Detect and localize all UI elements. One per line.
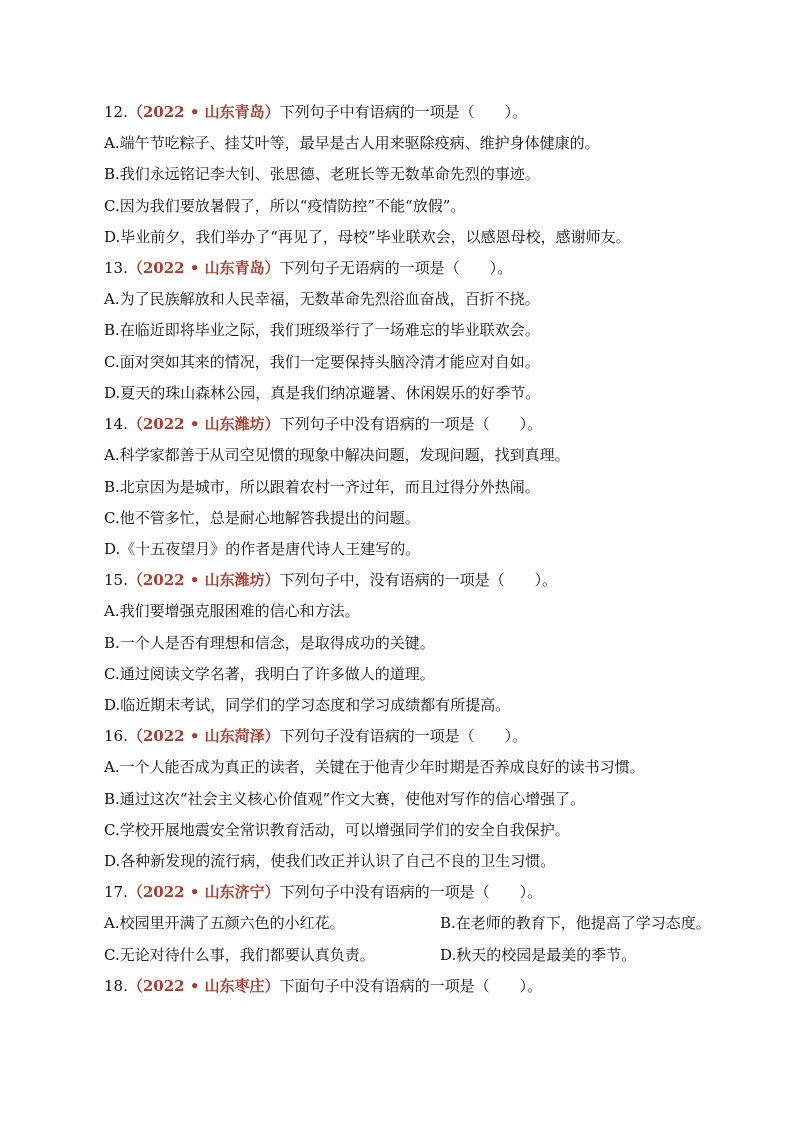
question-source: （2022 • 山东济宁） <box>127 883 280 901</box>
option-b: B.在临近即将毕业之际，我们班级举行了一场难忘的毕业联欢会。 <box>104 321 540 339</box>
question-18-header <box>104 976 542 996</box>
question-stem: 下列句子中有语病的一项是（ ）。 <box>279 103 528 121</box>
question-number: 13. <box>104 259 128 277</box>
question-stem: 下列句子没有语病的一项是（ ）。 <box>279 727 528 745</box>
question-number: 14. <box>104 415 128 433</box>
question-stem: 下列句子中没有语病的一项是（ ）。 <box>279 883 543 901</box>
question-stem: 下列句子中没有语病的一项是（ ）。 <box>279 415 543 433</box>
question-15-header <box>104 570 557 590</box>
option-d: D.毕业前夕，我们举办了“再见了，母校”毕业联欢会，以感恩母校，感谢师友。 <box>104 228 631 246</box>
question-source: （2022 • 山东枣庄） <box>127 977 280 995</box>
question-16-header <box>104 726 527 746</box>
option-b: B.通过这次“社会主义核心价值观”作文大赛，使他对写作的信心增强了。 <box>104 790 586 808</box>
option-c: C.面对突如其来的情况，我们一定要保持头脑冷清才能应对自如。 <box>104 353 540 371</box>
question-source: （2022 • 山东青岛） <box>127 259 280 277</box>
question-13-header <box>104 258 512 278</box>
question-source: （2022 • 山东菏泽） <box>127 727 280 745</box>
question-number: 12. <box>104 103 128 121</box>
option-a: A.端午节吃粽子、挂艾叶等，最早是古人用来驱除疫病、维护身体健康的。 <box>104 134 600 152</box>
question-source: （2022 • 山东潍坊） <box>127 571 280 589</box>
option-d: D.夏天的珠山森林公园，真是我们纳凉避暑、休闲娱乐的好季节。 <box>104 384 541 402</box>
option-d: D.《十五夜望月》的作者是唐代诗人王建写的。 <box>104 540 421 558</box>
option-d: D.临近期末考试，同学们的学习态度和学习成绩都有所提高。 <box>104 696 511 714</box>
question-17-header <box>104 882 542 902</box>
question-stem: 下列句子无语病的一项是（ ）。 <box>279 259 513 277</box>
question-14-header <box>104 414 542 434</box>
option-c: C.学校开展地震安全常识教育活动，可以增强同学们的安全自我保护。 <box>104 821 570 839</box>
option-c: C.无论对待什么事，我们都要认真负责。 <box>104 946 375 964</box>
option-d: D.各种新发现的流行病，使我们改正并认识了自己不良的卫生习惯。 <box>104 852 556 870</box>
option-a: A.一个人能否成为真正的读者，关键在于他青少年时期是否养成良好的读书习惯。 <box>104 758 645 776</box>
question-12-header <box>104 102 527 122</box>
option-d: D.秋天的校园是最美的季节。 <box>440 946 637 964</box>
option-c: C.他不管多忙，总是耐心地解答我提出的问题。 <box>104 509 420 527</box>
option-c: C.因为我们要放暑假了，所以“疫情防控”不能“放假”。 <box>104 197 466 215</box>
option-b: B.在老师的教育下，他提高了学习态度。 <box>440 914 711 932</box>
question-number: 18. <box>104 977 128 995</box>
option-a: A.为了民族解放和人民幸福，无数革命先烈浴血奋战，百折不挠。 <box>104 290 540 308</box>
option-a: A.科学家都善于从司空见惯的现象中解决问题，发现问题，找到真理。 <box>104 446 570 464</box>
option-a: A.我们要增强克服困难的信心和方法。 <box>104 602 360 620</box>
question-stem: 下列句子中，没有语病的一项是（ ）。 <box>279 571 558 589</box>
question-source: （2022 • 山东潍坊） <box>127 415 280 433</box>
question-stem: 下面句子中没有语病的一项是（ ）。 <box>279 977 543 995</box>
option-c: C.通过阅读文学名著，我明白了许多做人的道理。 <box>104 665 435 683</box>
option-a: A.校园里开满了五颜六色的小红花。 <box>104 914 345 932</box>
question-number: 17. <box>104 883 128 901</box>
question-number: 16. <box>104 727 128 745</box>
option-b: B.北京因为是城市，所以跟着农村一齐过年，而且过得分外热闹。 <box>104 478 540 496</box>
option-b: B.我们永远铭记李大钊、张思德、老班长等无数革命先烈的事迹。 <box>104 165 540 183</box>
question-source: （2022 • 山东青岛） <box>127 103 280 121</box>
question-number: 15. <box>104 571 128 589</box>
option-b: B.一个人是否有理想和信念，是取得成功的关键。 <box>104 634 435 652</box>
